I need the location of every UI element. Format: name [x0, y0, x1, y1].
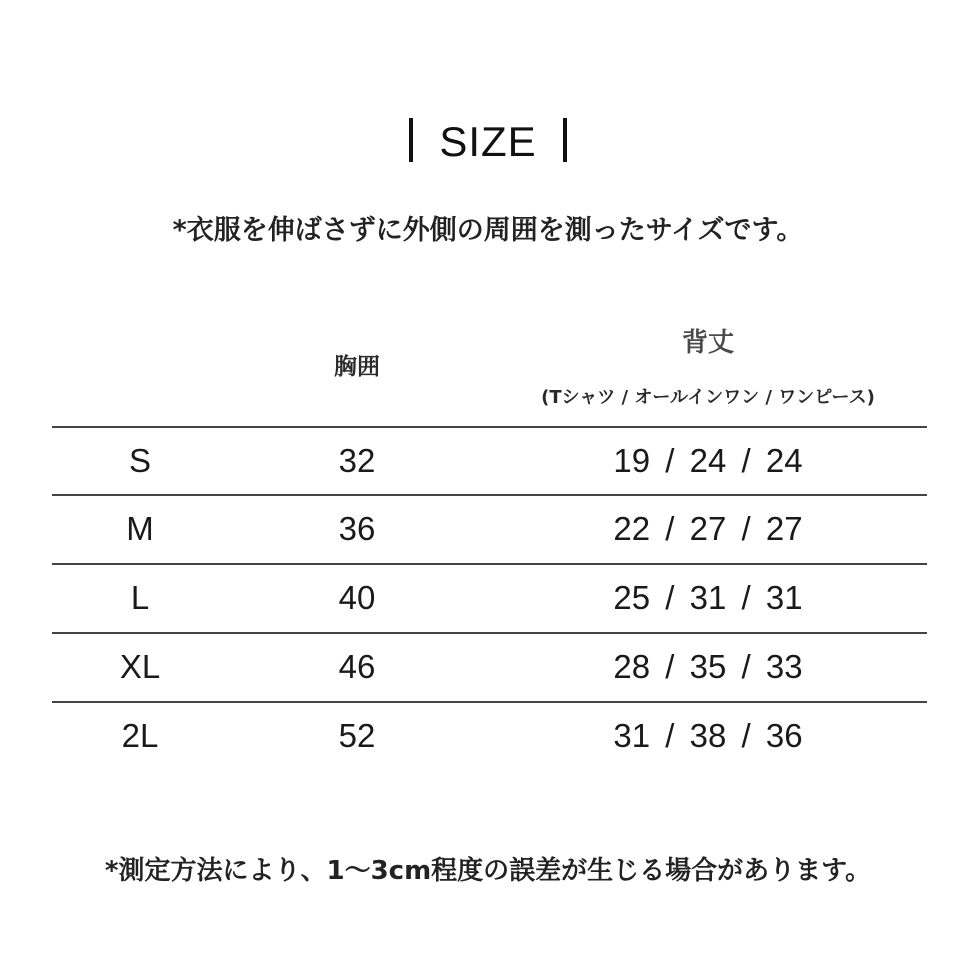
- size-label: 2L: [121, 717, 159, 754]
- error-disclaimer: *測定方法により、1〜3cm程度の誤差が生じる場合があります。: [104, 856, 872, 886]
- title-right-bar: [563, 118, 567, 162]
- table-row: [52, 565, 927, 631]
- length-value: 28 / 35 / 33: [613, 648, 803, 685]
- length-value: 22 / 27 / 27: [613, 510, 803, 547]
- title-text: SIZE: [439, 118, 537, 165]
- size-label: XL: [119, 648, 161, 685]
- size-label: S: [128, 442, 152, 479]
- column-header-length: 背丈: [681, 328, 735, 358]
- column-header-length-subtitle: (Tシャツ / オールインワン / ワンピース): [541, 387, 875, 408]
- chest-value: 46: [338, 648, 376, 685]
- length-value: 19 / 24 / 24: [613, 442, 803, 479]
- page-title: [0, 118, 976, 166]
- measurement-note: *衣服を伸ばさずに外側の周囲を測ったサイズです。: [172, 215, 804, 246]
- column-header-chest: 胸囲: [334, 354, 380, 380]
- chest-value: 40: [338, 579, 376, 616]
- table-row: [52, 428, 927, 494]
- chest-value: 32: [338, 442, 376, 479]
- table-row: [52, 703, 927, 769]
- table-row: [52, 496, 927, 562]
- size-label: L: [130, 579, 150, 616]
- chest-value: 36: [338, 510, 376, 547]
- table-row: [52, 634, 927, 700]
- length-value: 31 / 38 / 36: [613, 717, 803, 754]
- length-value: 25 / 31 / 31: [613, 579, 803, 616]
- size-label: M: [126, 510, 154, 547]
- title-left-bar: [409, 118, 413, 162]
- chest-value: 52: [338, 717, 376, 754]
